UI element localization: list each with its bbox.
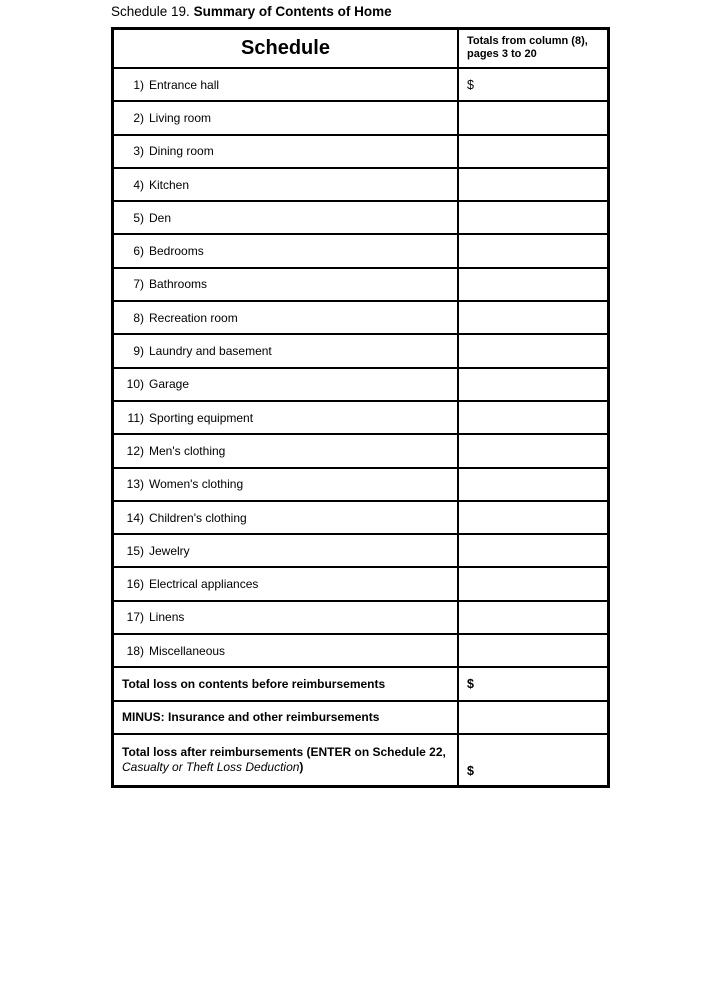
row-label: Women's clothing: [149, 477, 244, 492]
amount-cell[interactable]: [459, 69, 607, 100]
totals-column-header: Totals from column (8), pages 3 to 20: [467, 35, 588, 60]
amount-cell[interactable]: [459, 269, 607, 300]
table-row: [114, 269, 607, 302]
amount-cell[interactable]: [459, 702, 607, 733]
row-number: 3): [133, 144, 144, 159]
total-after-row: [114, 735, 607, 785]
amount-cell[interactable]: [459, 469, 607, 500]
amount-cell[interactable]: [459, 568, 607, 599]
row-number: 17): [126, 610, 144, 625]
row-number: 1): [133, 77, 144, 92]
row-label: Den: [149, 210, 172, 225]
table-row: [114, 302, 607, 335]
row-number: 7): [133, 277, 144, 292]
table-row: [114, 369, 607, 402]
total-before-row: [114, 668, 607, 701]
row-number: 12): [126, 443, 144, 458]
table-header-row: [114, 30, 607, 69]
row-number: 5): [133, 210, 144, 225]
row-label: Entrance hall: [149, 77, 220, 92]
amount-cell[interactable]: [459, 602, 607, 633]
amount-cell[interactable]: [459, 202, 607, 233]
table-row: [114, 202, 607, 235]
amount-cell[interactable]: [459, 435, 607, 466]
dollar-sign: $: [467, 77, 474, 92]
amount-cell[interactable]: [459, 402, 607, 433]
table-row: [114, 169, 607, 202]
row-number: 8): [133, 310, 144, 325]
summary-table: [111, 27, 610, 788]
row-number: 18): [126, 643, 144, 658]
row-label: Bedrooms: [149, 244, 204, 259]
row-number: 6): [133, 244, 144, 259]
page-title: [111, 3, 392, 21]
row-number: 13): [126, 477, 144, 492]
amount-cell[interactable]: [459, 668, 607, 699]
amount-cell[interactable]: [459, 335, 607, 366]
row-label: Electrical appliances: [149, 577, 259, 592]
amount-cell[interactable]: [459, 535, 607, 566]
row-label: Linens: [149, 610, 185, 625]
table-row: [114, 335, 607, 368]
row-label: Jewelry: [149, 543, 190, 558]
table-row: [114, 635, 607, 668]
table-row: [114, 435, 607, 468]
amount-cell[interactable]: [459, 169, 607, 200]
schedule-title: Summary of Contents of Home: [193, 4, 392, 19]
table-row: [114, 602, 607, 635]
row-label: Children's clothing: [149, 510, 247, 525]
row-number: 14): [126, 510, 144, 525]
row-label: Garage: [149, 377, 190, 392]
amount-cell[interactable]: [459, 302, 607, 333]
row-number: 2): [133, 110, 144, 125]
amount-cell[interactable]: [459, 235, 607, 266]
table-row: [114, 502, 607, 535]
row-label: Bathrooms: [149, 277, 208, 292]
amount-cell[interactable]: [459, 735, 607, 785]
amount-cell[interactable]: [459, 369, 607, 400]
dollar-sign: $: [467, 763, 474, 778]
row-number: 16): [126, 577, 144, 592]
row-number: 9): [133, 344, 144, 359]
amount-cell[interactable]: [459, 502, 607, 533]
row-label: Recreation room: [149, 310, 238, 325]
amount-cell[interactable]: [459, 136, 607, 167]
row-label: Laundry and basement: [149, 344, 272, 359]
total-after-label: Total loss after reimbursements (ENTER on Schedule 22, Casualty or Theft Loss Deduction): [114, 735, 459, 785]
table-row: [114, 535, 607, 568]
row-number: 15): [126, 543, 144, 558]
row-number: 10): [126, 377, 144, 392]
row-label: Kitchen: [149, 177, 190, 192]
schedule-number: Schedule 19.: [111, 4, 190, 19]
table-row: [114, 69, 607, 102]
table-row: [114, 568, 607, 601]
minus-insurance-row: [114, 702, 607, 735]
schedule-column-header: Schedule: [114, 30, 459, 67]
row-number: 4): [133, 177, 144, 192]
table-row: [114, 402, 607, 435]
table-row: [114, 235, 607, 268]
amount-cell[interactable]: [459, 102, 607, 133]
row-label: Sporting equipment: [149, 410, 254, 425]
table-row: [114, 102, 607, 135]
row-label: Men's clothing: [149, 443, 226, 458]
schedule-22-reference: Casualty or Theft Loss Deduction: [122, 759, 300, 774]
row-label: Dining room: [149, 144, 214, 159]
row-number: 11): [127, 410, 144, 425]
total-before-label: Total loss on contents before reimbursements: [114, 668, 459, 699]
amount-cell[interactable]: [459, 635, 607, 666]
row-label: Living room: [149, 110, 212, 125]
table-row: [114, 136, 607, 169]
dollar-sign: $: [467, 676, 474, 691]
minus-insurance-label: MINUS: Insurance and other reimbursements: [114, 702, 459, 733]
row-label: Miscellaneous: [149, 643, 226, 658]
table-row: [114, 469, 607, 502]
